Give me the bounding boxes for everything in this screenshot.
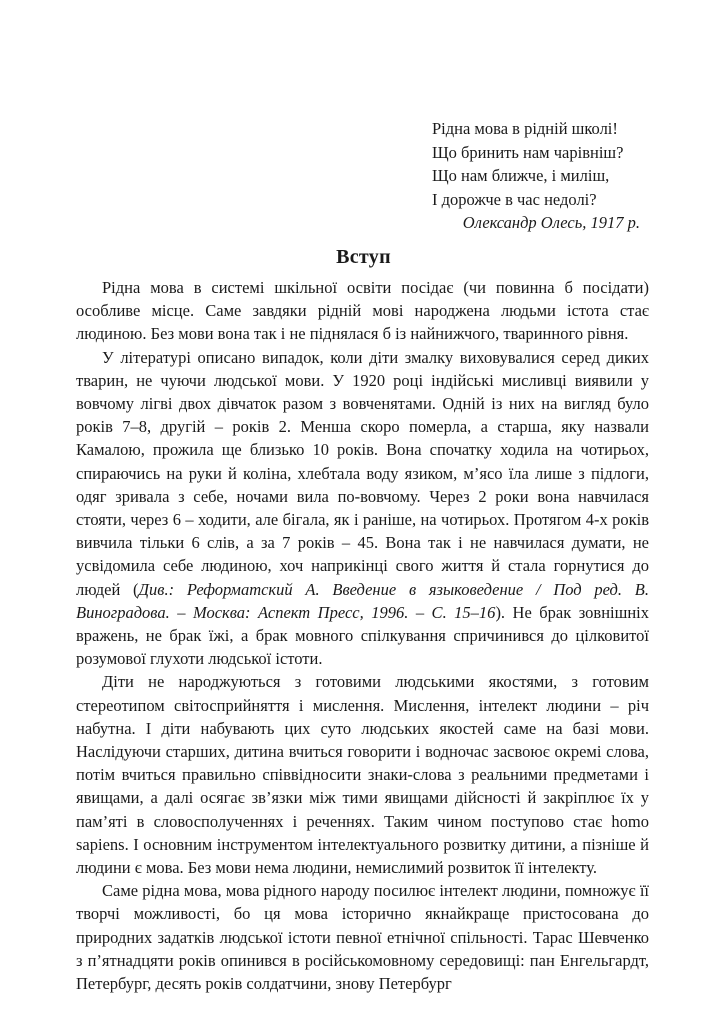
citation: Див.: Реформатский А. Введение в языковедение / Под ред. В. Виноградова. – Москва: Аспект Пресс, 1996. – С. 15–16	[76, 579, 649, 622]
body-text	[76, 276, 649, 995]
epigraph	[432, 117, 662, 235]
epigraph-line: Рідна мова в рідній школі!	[432, 119, 618, 138]
epigraph-line: Що бринить нам чарівніш?	[432, 142, 624, 162]
paragraph-2	[76, 346, 649, 671]
paragraph-2-text: У літературі описано випадок, коли діти змалку виховувалися серед диких тварин, не чуючи людської мови. У 1920 році індійські мисливці виявили у вовчому лігві двох дівчаток разом з вовченятами. Одній із них на вигляд було років 7–8, другій – років 2. Менша скоро померла, а старша, яку назвали Камалою, прожила ще близько 10 років. Вона спочатку ходила на чотирьох, спираючись на руки й коліна, хлебтала воду язиком, м’ясо їла лише з підлоги, одяг зривала з себе, ночами вила по-вовчому. Через 2 роки вона навчилася стояти, через 6 – ходити, але бігала, як і раніше, на чотирьох. Протягом 4-х років вивчила тільки 6 слів, а за 7 років – 45. Вона так і не навчилася думати, не усвідомила себе людиною, хоч наприкінці свого життя й стала горнутися до людей (	[76, 347, 649, 599]
epigraph-author: Олександр Олесь, 1917 р.	[462, 213, 640, 232]
paragraph-2-end: ). Не брак зовнішніх вражень, не брак їжі, а брак мовного спілкування спричинився до цілковитої розумової глухоти людської істоти.	[76, 602, 649, 669]
epigraph-line: Що нам ближче, і миліш,	[432, 166, 610, 185]
paragraph-1: Рідна мова в системі шкільної освіти посідає (чи повинна б посідати) особливе місце. Саме завдяки рідній мові народжена людьми істота стає людиною. Без мови вона так і не піднялася б із найнижчого, тваринного рівня.	[76, 278, 649, 344]
section-heading: Вступ	[336, 246, 391, 268]
epigraph-line: І дорожче в час недолі?	[432, 189, 597, 209]
paragraph-4: Саме рідна мова, мова рідного народу посилює інтелект людини, помножує її творчі можливості, бо ця мова історично якнайкраще пристосована до природних задатків людської істоти певної етнічної спільності. Тарас Шевченко з п’ятнадцяти років опинився в російськомовному середовищі: пан Енгельгардт, Петербург, десять років солдатчини, знову Петербург	[76, 881, 649, 994]
paragraph-3: Діти не народжуються з готовими людськими якостями, з готовим стереотипом світосприйняття і мислення. Мислення, інтелект людини – річ набутна. І діти набувають цих суто людських якостей саме на базі мови. Наслідуючи старших, дитина вчиться говорити і водночас засвоює окремі слова, потім вчиться правильно співвідносити знаки-слова з реальними предметами і явищами, а далі осягає зв’язки між тими явищами дійсності й закріплює їх у пам’яті в словосполученнях і реченнях. Таким чином поступово стає homo sapiens. І основним інструментом інтелектуального розвитку дитини, а пізніше й людини є мова. Без мови нема людини, немислимий розвиток її інтелекту.	[76, 672, 649, 878]
